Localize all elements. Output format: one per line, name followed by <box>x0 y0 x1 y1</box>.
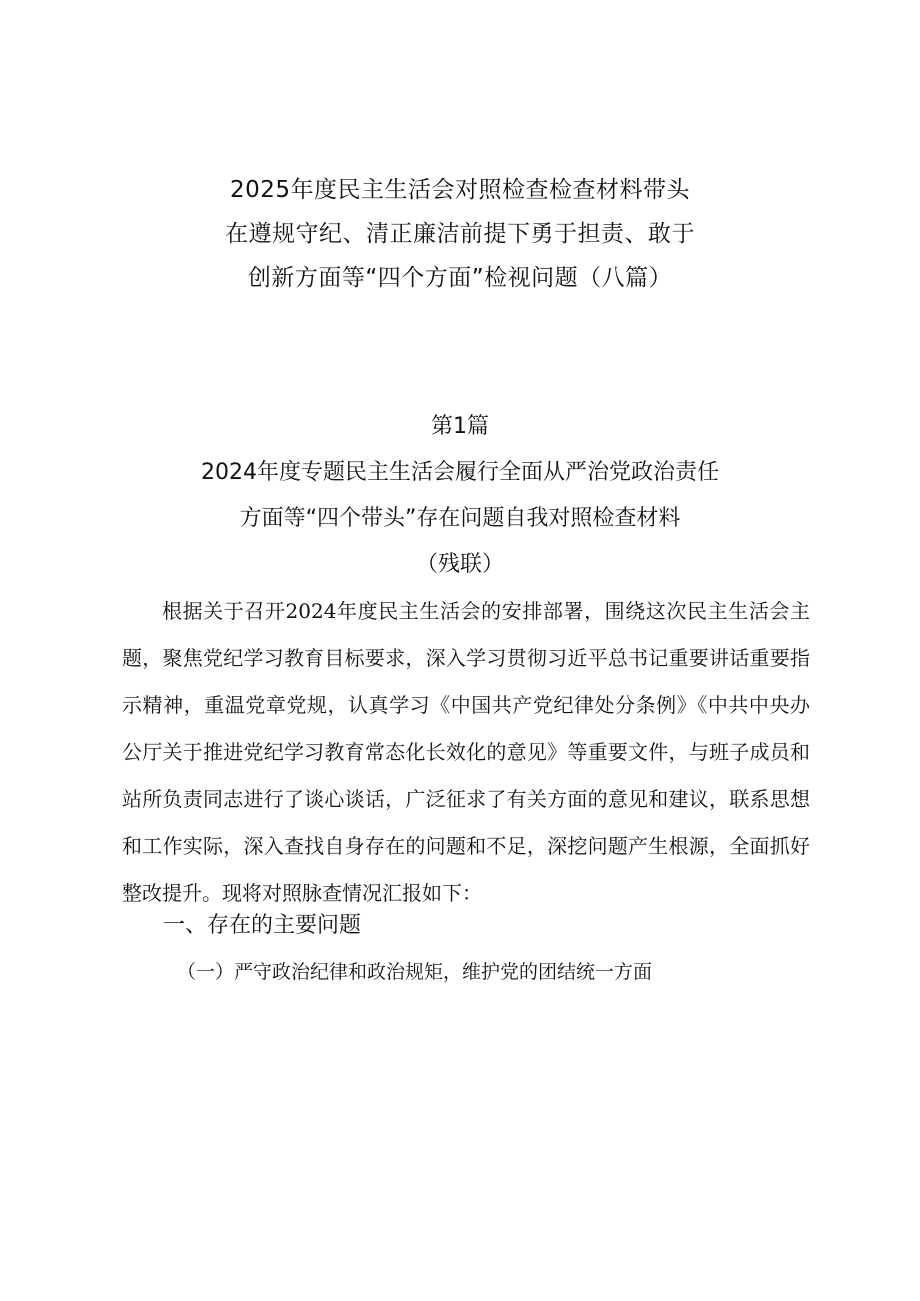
intro-paragraph: 根据关于召开2024年度民主生活会的安排部署，围绕这次民主生活会主题，聚焦党纪学习教育目标要求，深入学习贯彻习近平总书记重要讲话重要指示精神，重温党章党规，认真学习《中国共产党纪律处分条例》《中共中央办公厅关于推进党纪学习教育常态化长效化的意见》等重要文件，与班子成员和站所负责同志进行了谈心谈话，广泛征求了有关方面的意见和建议，联系思想和工作实际，深入查找自身存在的问题和不足，深挖问题产生根源，全面抓好整改提升。现将对照脉查情况汇报如下： <box>122 599 810 905</box>
article-title-line: 2024年度专题民主生活会履行全面从严治党政治责任 <box>201 460 719 485</box>
section-heading: 一、存在的主要问题 <box>163 913 362 938</box>
article-title-line: 方面等“四个带头”存在问题自我对照检查材料 <box>239 506 681 531</box>
title-line: 2025年度民主生活会对照检查检查材料带头 <box>229 177 691 203</box>
article-label: 第1篇 <box>431 414 489 439</box>
title-line: 创新方面等“四个方面”检视问题（八篇） <box>247 265 673 291</box>
title-line: 在遵规守纪、清正廉洁前提下勇于担责、敢于 <box>225 221 695 247</box>
article-header <box>0 404 920 588</box>
subsection-heading: （一）严守政治纪律和政治规矩，维护党的团结统一方面 <box>177 961 653 983</box>
article-title-line: （残联） <box>415 552 504 577</box>
document-title <box>0 168 920 300</box>
